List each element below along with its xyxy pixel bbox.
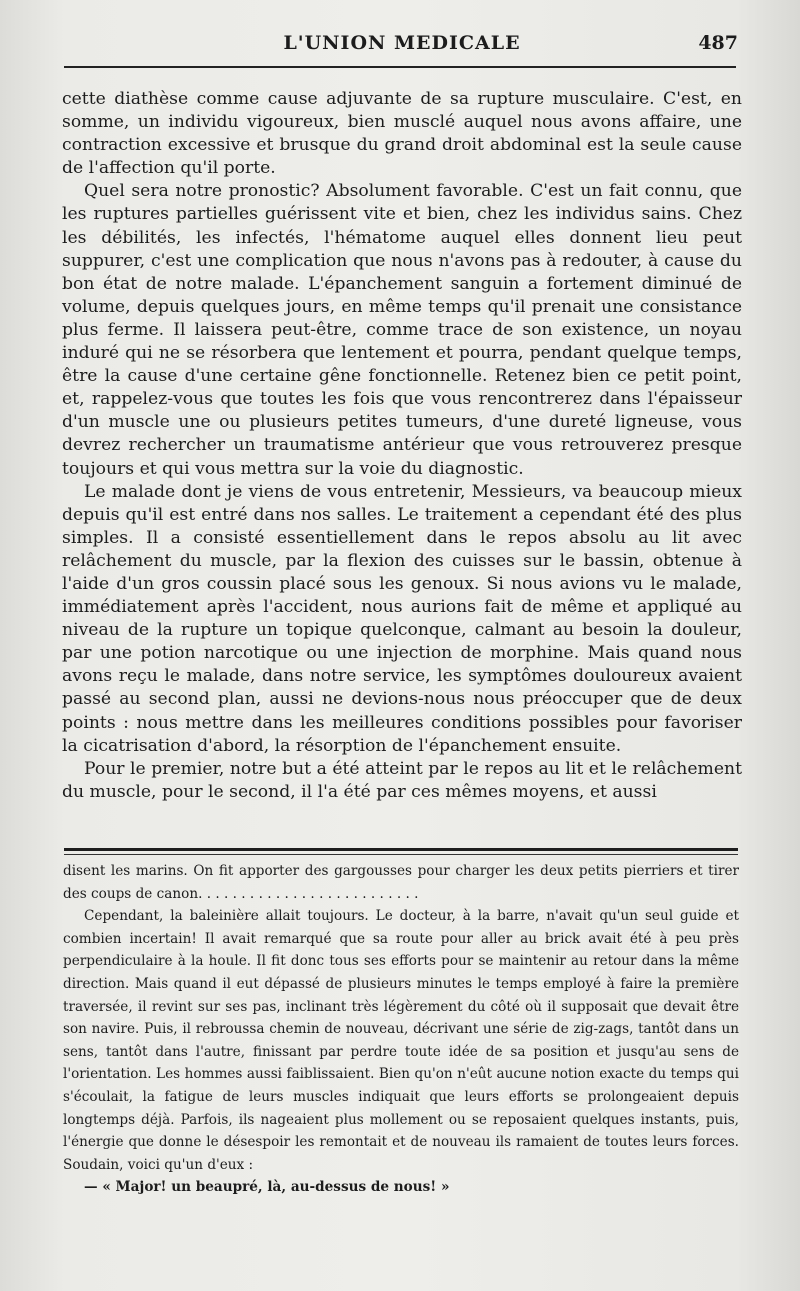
page-number: 487 <box>698 32 738 54</box>
body-paragraph-2: Quel sera notre pronostic? Absolument favorable. C'est un fait connu, que les ruptures partielles guérissent vite et bien, chez les individus sains. Chez les débilités, les infectés, l'hématome auquel elles donnent lieu peut suppurer, c'est une complication que nous n'avons pas à redouter, à cause du bon état de notre malade. L'épanchement sanguin a fortement diminué de volume, depuis quelques jours, en même temps qu'il prenait une consistance plus ferme. Il laissera peut-être, comme trace de son existence, un noyau induré qui ne se résorbera que lentement et pourra, pendant quelque temps, être la cause d'une certaine gêne fonctionnelle. Retenez bien ce petit point, et, rappelez-vous que toutes les fois que vous rencontrerez dans l'épaisseur d'un muscle une ou plusieurs petites tumeurs, d'une dureté ligneuse, vous devrez rechercher un traumatisme antérieur que vous retrouverez presque toujours et qui vous mettra sur la voie du diagnostic. <box>62 181 742 479</box>
footnote-quote: — « Major! un beaupré, là, au-dessus de nous! » <box>84 1179 450 1196</box>
body-paragraph-3: Le malade dont je viens de vous entretenir, Messieurs, va beaucoup mieux depuis qu'il est entré dans nos salles. Le traitement a cependant été des plus simples. Il a consisté essentiellement dans le repos absolu au lit avec relâchement du muscle, par la flexion des cuisses sur le bassin, obtenue à l'aide d'un gros coussin placé sous les genoux. Si nous avions vu le malade, immédiatement après l'accident, nous aurions fait de même et appliqué au niveau de la rupture un topique quelconque, calmant au besoin la douleur, par une potion narcotique ou une injection de morphine. Mais quand nous avons reçu le malade, dans notre service, les symptômes douloureux avaient passé au second plan, aussi ne devions-nous nous préoccuper que de deux points : nous mettre dans les meilleures conditions possibles pour favoriser la cicatrisation d'abord, la résorption de l'épanchement ensuite. <box>62 481 742 756</box>
footnote-block <box>63 860 739 1199</box>
body-paragraph-1: cette diathèse comme cause adjuvante de sa rupture musculaire. C'est, en somme, un individu vigoureux, bien musclé auquel nous avons affaire, une contraction excessive et brusque du grand droit abdominal est la seule cause de l'affection qu'il porte. <box>62 89 742 179</box>
footnote-paragraph-2: Cependant, la baleinière allait toujours. Le docteur, à la barre, n'avait qu'un seul guide et combien incertain! Il avait remarqué que sa route pour aller au brick avait été à peu près perpendiculaire à la houle. Il fit donc tous ses efforts pour se maintenir au retour dans la même direction. Mais quand il eut dépassé de plusieurs minutes le temps employé à faire la première traversée, il revint sur ses pas, inclinant très légèrement du côté où il supposait que devait être son navire. Puis, il rebroussa chemin de nouveau, décrivant une série de zig-zags, tantôt dans un sens, tantôt dans l'autre, finissant par perdre toute idée de sa position et jusqu'au sens de l'orientation. Les hommes aussi faiblissaient. Bien qu'on n'eût aucune notion exacte du temps qui s'écoulait, la fatigue de leurs muscles indiquait que leurs efforts se prolongeaient depuis longtemps déjà. Parfois, ils nageaient plus mollement ou se reposaient quelques instants, puis, l'énergie que donne le désespoir les remontait et de nouveau ils ramaient de toutes leurs forces. Soudain, voici qu'un d'eux : <box>63 908 739 1173</box>
page-header <box>64 28 740 62</box>
footnote-paragraph-1: disent les marins. On fit apporter des gargousses pour charger les deux petits pierriers et tirer des coups de canon. . . . . . . . . . . . . . . . . . . . . . . . . . <box>63 863 739 902</box>
running-title: L'UNION MEDICALE <box>283 32 521 54</box>
header-rule <box>64 66 736 68</box>
main-text <box>62 88 742 804</box>
footnote-separator <box>64 848 738 855</box>
body-paragraph-4: Pour le premier, notre but a été atteint par le repos au lit et le relâchement du muscle, pour le second, il l'a été par ces mêmes moyens, et aussi <box>62 758 742 802</box>
